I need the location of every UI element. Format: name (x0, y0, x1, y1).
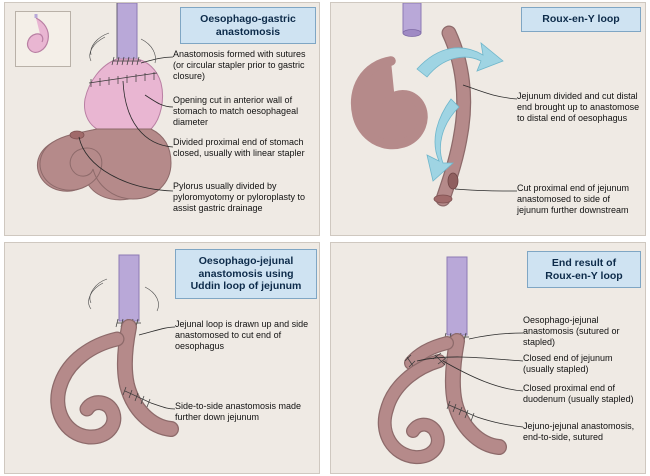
panel-br-title-line2: Roux-en-Y loop (545, 269, 623, 282)
panel-br-title-line1: End result of (551, 257, 617, 269)
panel-bl-title-line1: Oesophago-jejunal (198, 255, 294, 267)
panel-bl-title-line3: Uddin loop of jejunum (190, 280, 302, 292)
panel-oesophago-gastric-anastomosis (4, 2, 320, 236)
oesophagus-shape-br (447, 257, 467, 335)
panel-tr-title-line1: Roux-en-Y loop (542, 13, 620, 25)
panel-tl-title (180, 7, 316, 44)
stomach-opening-shape (85, 59, 163, 129)
cut-proximal-end (434, 195, 452, 203)
panel-tl-title-line1: Oesophago-gastric (200, 13, 296, 25)
lumen-opening (448, 173, 458, 189)
panel-end-result-roux-en-y (330, 242, 646, 474)
panel-br-title (527, 251, 641, 288)
stomach-inset-thumbnail (15, 11, 71, 67)
callout-tl-4: Pylorus usually divided by pyloromyotomy or pyloroplasty to assist gastric drainage (173, 181, 306, 213)
callout-tl-3: Divided proximal end of stomach closed, usually with linear stapler (173, 137, 305, 158)
panel-roux-en-y-loop (330, 2, 646, 236)
panel-tr-title (521, 7, 641, 32)
oesophagus-cut-end (403, 30, 421, 37)
panel-bl-title-line2: anastomosis using (198, 267, 294, 280)
callout-tl-2: Opening cut in anterior wall of stomach to match oesophageal diameter (173, 95, 299, 127)
panel-tl-title-line2: anastomosis (215, 25, 281, 38)
callout-bl-1: Jejunal loop is drawn up and side anastomosed to cut end of oesophagus (175, 319, 309, 351)
oesophagus-shape (117, 3, 137, 59)
callout-br-3: Closed proximal end of duodenum (usually stapled) (523, 383, 634, 404)
jejunal-loop-up-fill (125, 327, 171, 429)
panel-bl-title (175, 249, 317, 299)
panel-oesophago-jejunal-uddin-loop (4, 242, 320, 474)
leader-lines-bl (139, 327, 175, 409)
callout-tl-1: Anastomosis formed with sutures (or circular stapler prior to gastric closure) (173, 49, 306, 81)
callout-br-2: Closed end of jejunum (usually stapled) (523, 353, 613, 374)
callout-br-4: Jejuno-jejunal anastomosis, end-to-side, sutured (523, 421, 635, 442)
oesophagus-stump-shape (403, 3, 421, 33)
callout-br-1: Oesophago-jejunal anastomosis (sutured or stapled) (523, 315, 620, 347)
callout-tr-2: Cut proximal end of jejunum anastomosed to side of jejunum further downstream (517, 183, 630, 215)
callout-tr-1: Jejunum divided and cut distal end brought up to anastomose to distal end of oesophagus (517, 91, 640, 123)
oesophagus-shape-bl (119, 255, 139, 321)
callout-bl-2: Side-to-side anastomosis made further down jejunum (175, 401, 302, 422)
pylorus-marking (70, 131, 84, 139)
